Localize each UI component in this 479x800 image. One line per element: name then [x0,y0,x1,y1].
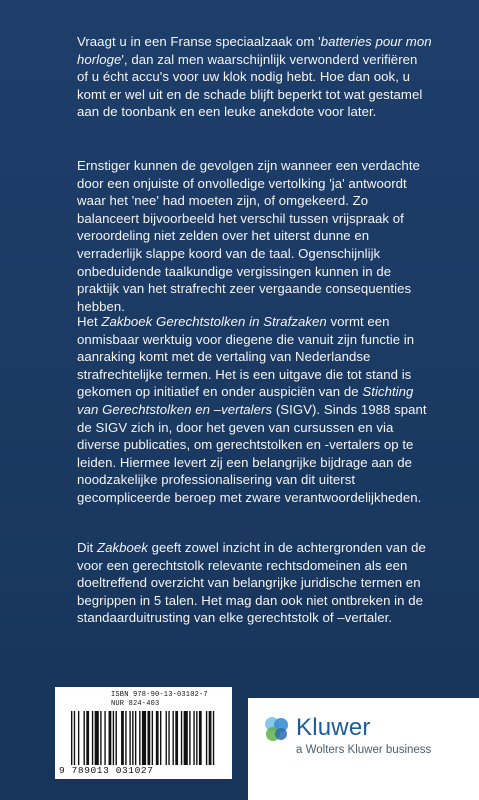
paragraph-summary-text-2: geeft zowel inzicht in de achtergronden van de voor een gerechtstolk relevante rechtsdomeinen als een doeltreffend overzicht van belangrijke juridische termen en begrippen in 5 talen. Het mag dan ook niet ontbreken in de standaarduitrusting van elke gerechtstolk of –vertaler. [77,540,426,626]
paragraph-zakboek [77,313,432,507]
paragraph-summary [77,539,432,627]
paragraph-intro-italic: batteries pour mon horloge [77,34,432,67]
paragraph-zakboek-foundation: Stichting van Gerechtstolken en –vertalers [77,384,414,417]
paragraph-zakboek-text-3: (SIGV). Sinds 1988 spant de SIGV zich in, door het geven van cursussen en via diverse publicaties, om gerechtstolken en -vertalers op te leiden. Hiermee levert zij een belangrijke bijdrage aan de noodzakelijke professionalisering van dit uiterst gecompliceerde beroep met zware verantwoordelijkheden. [77,401,427,505]
publisher-name: Kluwer [296,714,371,741]
publisher-tagline: a Wolters Kluwer business [296,744,432,756]
paragraph-intro [77,33,432,121]
paragraph-consequences-text: Ernstiger kunnen de gevolgen zijn wanneer een verdachte door een onjuiste of onvolledige vertolking 'ja' antwoordt waar het 'nee' had moeten zijn, of omgekeerd. Zo balanceert bijvoorbeeld het verschil tussen vrijspraak of veroordeling niet zelden over het uiterst dunne en verraderlijk slappe koord van de taal. Ogenschijnlijk onbeduidende taalkundige vergissingen kunnen in de praktijk van het strafrecht zeer vergaande consequenties hebben. [77,158,420,314]
paragraph-intro-text-1: Vraagt u in een Franse speciaalzaak om ' [77,34,321,49]
paragraph-summary-italic: Zakboek [96,540,148,555]
nur-code: NUR 824-403 [111,700,160,708]
barcode-bars [69,711,219,765]
barcode-label [55,687,232,779]
paragraph-zakboek-title: Zakboek Gerechtstolken in Strafzaken [101,314,327,329]
kluwer-globe-icon [262,715,290,743]
paragraph-intro-text-2: ', dan zal men waarschijnlijk verwonderd verifiëren of u écht accu's voor uw klok nodig hebt. Hoe dan ook, u komt er wel uit en de schade blijft beperkt tot wat gestamel aan de toonbank en een leuke anekdote voor later. [77,51,423,120]
paragraph-zakboek-text-1: Het [77,314,102,329]
paragraph-summary-text-1: Dit [77,540,97,555]
isbn-number: ISBN 978-90-13-03102-7 [111,691,208,699]
paragraph-zakboek-text-2: vormt een onmisbaar werktuig voor diegene die vanuit zijn functie in aanraking komt met de vertaling van Nederlandse strafrechtelijke termen. Het is een uitgave die tot stand is gekomen op initiatief en onder auspiciën van de [77,314,415,400]
barcode-digits: 9 789013 031027 [59,765,154,776]
paragraph-consequences [77,157,432,315]
publisher-logo-panel [248,698,479,800]
